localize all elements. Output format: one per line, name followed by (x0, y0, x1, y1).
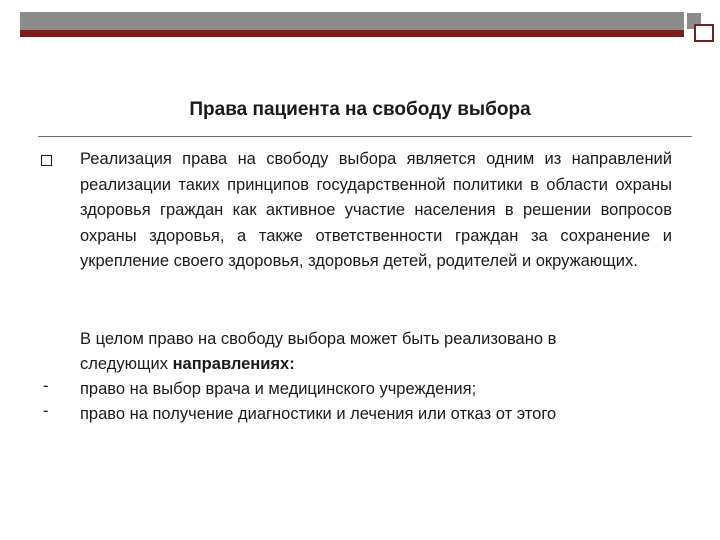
list-item: право на выбор врача и медицинского учреждения; (80, 380, 477, 398)
directions-intro-line: В целом право на свободу выбора может быть реализовано в (80, 330, 557, 348)
list-dash-marker: - (43, 402, 49, 420)
list-dash-marker: - (43, 377, 49, 395)
directions-intro-bold: направлениях: (172, 355, 295, 373)
header-red-bar (20, 30, 684, 37)
directions-intro-line-2 (80, 352, 680, 377)
paragraph-freedom-of-choice: Реализация права на свободу выбора является одним из направлений реализации таких принципов государственной политики в области охраны здоровья граждан как активное участие населения в решении вопросов охраны здоровья, а также ответственности граждан за сохранение и укрепление своего здоровья, здоровья детей, родителей и окружающих. (80, 150, 672, 270)
directions-intro-plain: следующих (80, 355, 173, 373)
red-outline-square (694, 24, 714, 42)
paragraph-directions (80, 327, 680, 427)
square-bullet-icon (41, 155, 52, 166)
title-divider (38, 136, 692, 137)
header-gray-bar (20, 12, 684, 30)
corner-squares-decoration (686, 12, 716, 42)
slide-title: Права пациента на свободу выбора (189, 99, 531, 120)
list-item: право на получение диагностики и лечения или отказ от этого (80, 405, 557, 423)
